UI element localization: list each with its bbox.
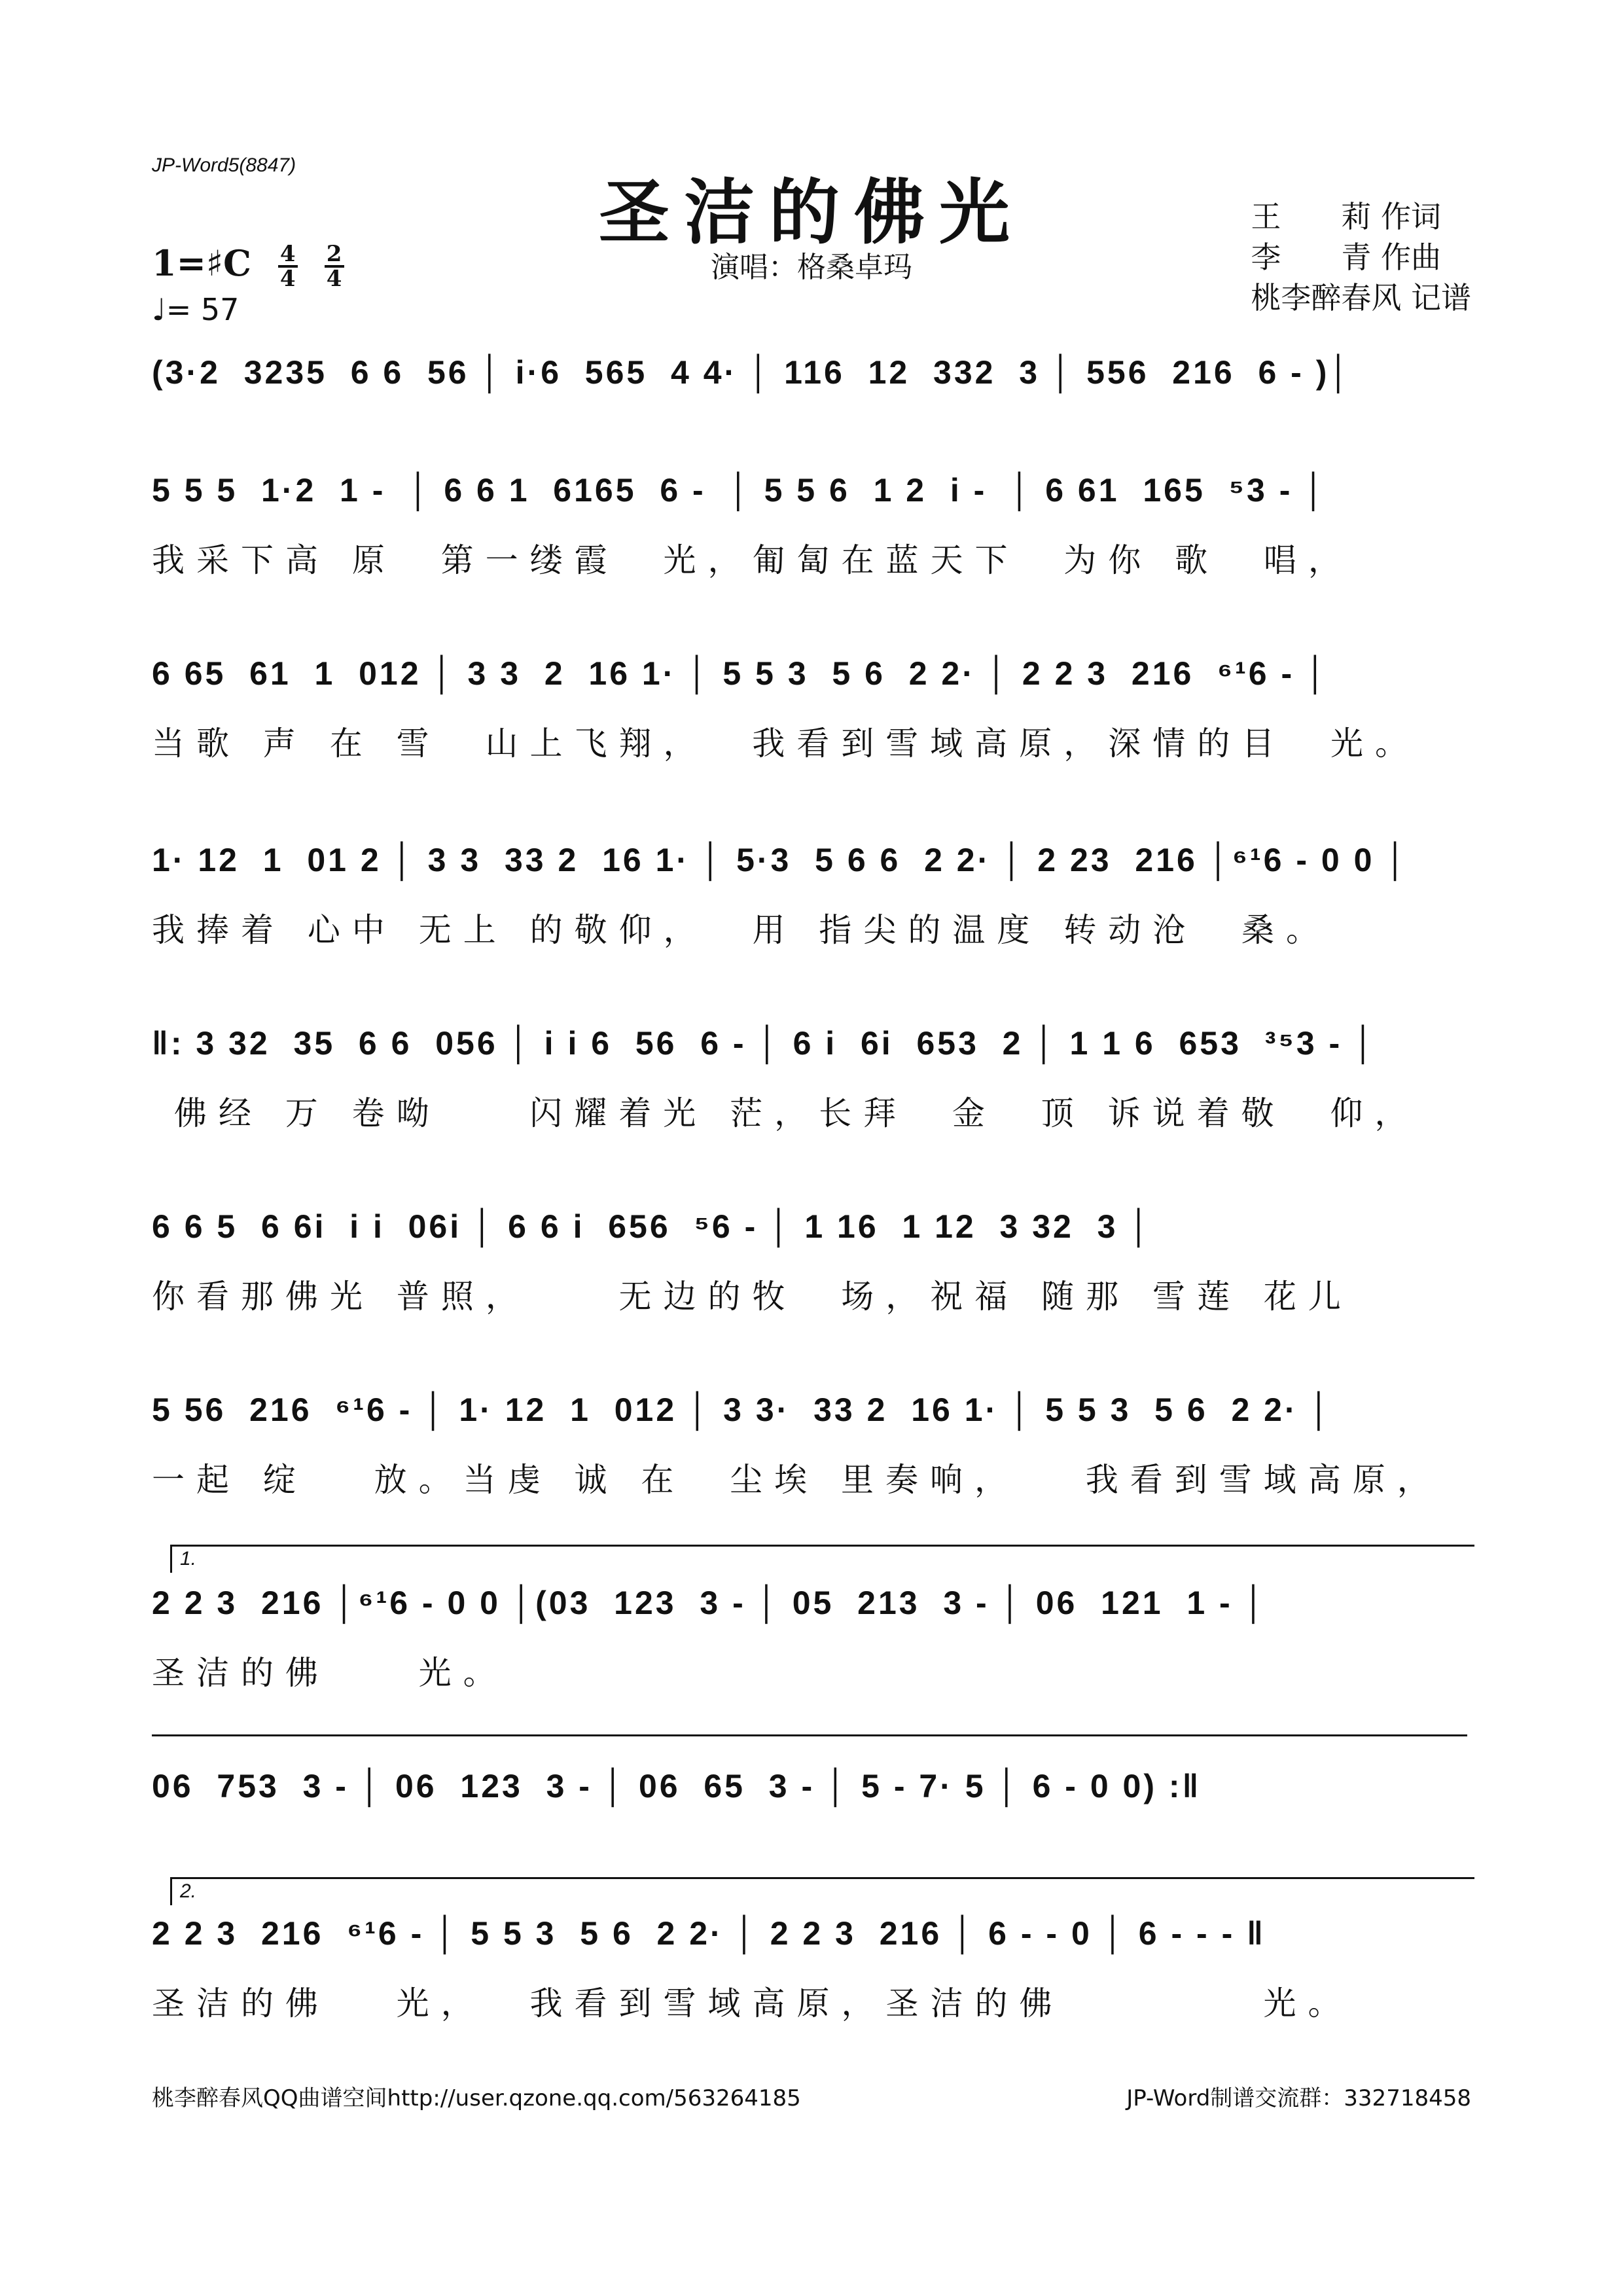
lyricist-credit: 王 莉 作词 — [1251, 199, 1441, 234]
time-signature-2 — [325, 240, 344, 292]
notes-line: 1· 12 1 01 2 │ 3 3 33 2 16 1· │ 5·3 5 6 6 2 2· │ 2 23 216 │⁶¹6 - 0 0 │ — [152, 842, 1410, 878]
meter1-top: 4 — [279, 240, 296, 267]
notes-line: 06 753 3 - │ 06 123 3 - │ 06 65 3 - │ 5 - 7· 5 │ 6 - 0 0) :‖ — [152, 1768, 1202, 1804]
score-row-second-ending — [152, 1914, 1476, 2045]
score-row-chorus-2 — [152, 1208, 1476, 1338]
notes-line: 5 56 216 ⁶¹6 - │ 1· 12 1 012 │ 3 3· 33 2 16 1· │ 5 5 3 5 6 2 2· │ — [152, 1391, 1333, 1428]
score-row-chorus-3 — [152, 1391, 1476, 1522]
notes-line: 2 2 3 216 │⁶¹6 - 0 0 │(03 123 3 - │ 05 213 3 - │ 06 121 1 - │ — [152, 1585, 1268, 1621]
notes-line: 6 65 61 1 012 │ 3 3 2 16 1· │ 5 5 3 5 6 2 2· │ 2 2 3 216 ⁶¹6 - │ — [152, 655, 1330, 692]
lyrics-line: 一起 绽 放。当虔 诚 在 尘埃 里奏响， 我看到雪域高原， — [152, 1461, 1442, 1499]
lyrics-line: 我捧着 心中 无上 的敬仰， 用 指尖的温度 转动沧 桑。 — [152, 911, 1331, 949]
footer-group-info: JP-Word制谱交流群：332718458 — [1126, 2085, 1471, 2111]
lyrics-line: 佛经 万 卷呦 闪耀着光 茫，长拜 金 顶 诉说着敬 仰， — [152, 1094, 1419, 1132]
score-row-first-ending — [152, 1584, 1476, 1715]
footer-space-link: 桃李醉春风QQ曲谱空间http://user.qzone.qq.com/563264185 — [152, 2085, 801, 2111]
lyrics-line: 圣洁的佛 光， 我看到雪域高原，圣洁的佛 光。 — [152, 1984, 1353, 2022]
score-row-verse-2 — [152, 655, 1476, 785]
credits-block — [1251, 196, 1471, 318]
notes-line: (3·2 3235 6 6 56 │ i·6 565 4 4· │ 116 12 332 3 │ 556 216 6 - )│ — [152, 354, 1353, 391]
software-tag: JP-Word5(8847) — [152, 154, 296, 176]
notes-line: 2 2 3 216 ⁶¹6 - │ 5 5 3 5 6 2 2· │ 2 2 3 216 │ 6 - - 0 │ 6 - - - ‖ — [152, 1915, 1266, 1952]
score-row-verse-1 — [152, 471, 1476, 602]
notes-line: ‖: 3 32 35 6 6 056 │ i i 6 56 6 - │ 6 i 6i 653 2 │ 1 1 6 653 ³⁵3 - │ — [152, 1025, 1378, 1062]
ending-divider — [152, 1734, 1467, 1736]
second-ending-bracket — [170, 1877, 1474, 1905]
score-row-chorus-1 — [152, 1024, 1476, 1155]
tempo-marking: ♩= 57 — [152, 292, 240, 327]
meter1-bottom: 4 — [279, 265, 296, 292]
key-label: 1=♯C — [152, 242, 251, 284]
notes-line: 6 6 5 6 6i i i 06i │ 6 6 i 656 ⁵6 - │ 1 16 1 12 3 32 3 │ — [152, 1208, 1153, 1245]
lyrics-line: 你看那佛光 普照， 无边的牧 场，祝福 随那 雪莲 花儿 — [152, 1278, 1353, 1316]
time-signature-1 — [278, 240, 298, 292]
key-signature — [152, 240, 344, 292]
song-title: 圣洁的佛光 — [598, 171, 1024, 254]
transcriber-credit: 桃李醉春风 记谱 — [1251, 280, 1471, 315]
meter2-top: 2 — [326, 240, 342, 267]
first-ending-label: 1. — [180, 1548, 197, 1570]
score-row-intro — [152, 353, 1476, 484]
second-ending-label: 2. — [180, 1880, 197, 1902]
composer-credit: 李 青 作曲 — [1251, 240, 1441, 275]
score-row-verse-3 — [152, 841, 1476, 972]
lyrics-line: 我采下高 原 第一缕霞 光，匍匐在蓝天下 为你 歌 唱， — [152, 541, 1353, 579]
lyrics-line: 当歌 声 在 雪 山上飞翔， 我看到雪域高原，深情的目 光。 — [152, 725, 1420, 762]
notes-line: 5 5 5 1·2 1 - │ 6 6 1 6165 6 - │ 5 5 6 1 2 i - │ 6 61 165 ⁵3 - │ — [152, 472, 1328, 509]
singer-credit: 演唱：格桑卓玛 — [711, 251, 912, 284]
lyrics-line: 圣洁的佛 光。 — [152, 1654, 508, 1692]
first-ending-bracket — [170, 1545, 1474, 1573]
meter2-bottom: 4 — [326, 265, 342, 292]
